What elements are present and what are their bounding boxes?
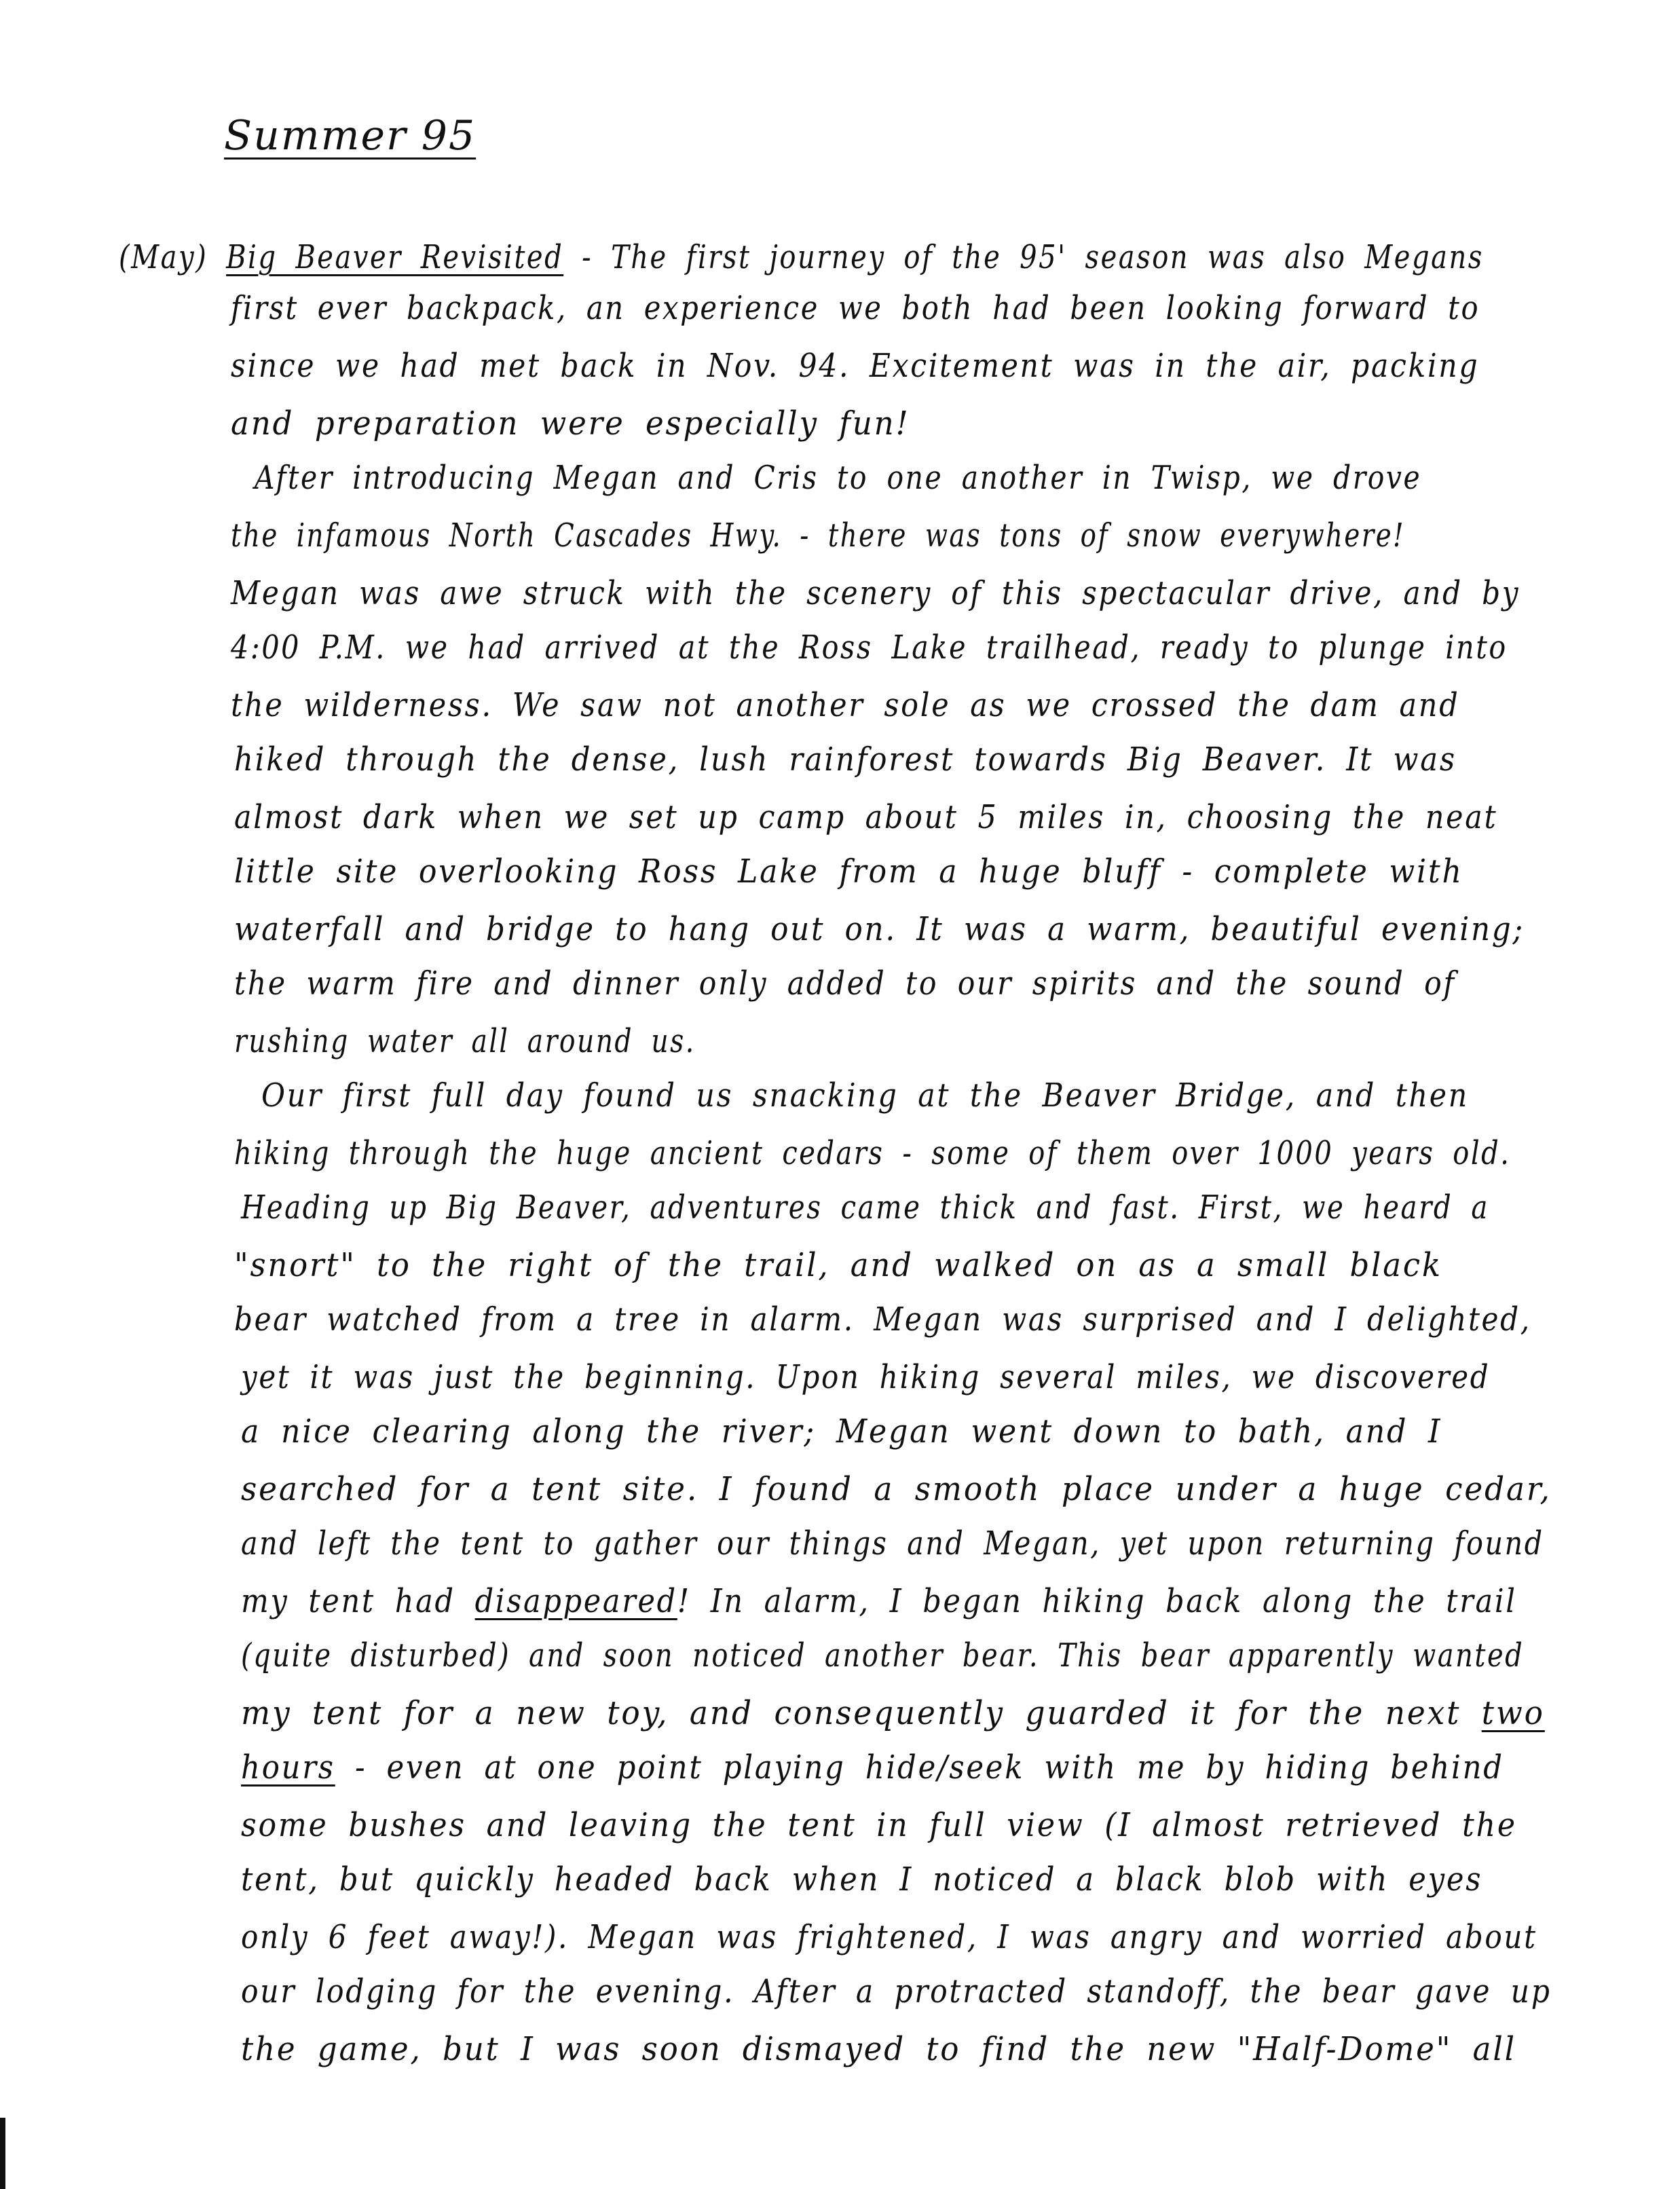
line-text: searched for a tent site. I found a smooth place under a huge cedar,	[241, 1470, 1552, 1508]
line-text: hiked through the dense, lush rainforest towards Big Beaver. It was	[234, 741, 1457, 779]
line-text: our lodging for the evening. After a protracted standoff, the bear gave up	[241, 1972, 1552, 2010]
line-text: Heading up Big Beaver, adventures came thick and fast. First, we heard a	[241, 1189, 1489, 1227]
line-text: - even at one point playing hide/seek with me by hiding behind	[335, 1748, 1504, 1786]
journal-line	[241, 2030, 1516, 2068]
line-text: since we had met back in Nov. 94. Excitement was in the air, packing	[231, 347, 1480, 385]
line-text: rushing water all around us.	[234, 1022, 696, 1060]
line-text: almost dark when we set up camp about 5 miles in, choosing the neat	[234, 798, 1498, 836]
journal-line	[231, 347, 1480, 385]
scan-edge-mark	[0, 2118, 5, 2189]
journal-line	[241, 1582, 1517, 1620]
journal-line	[231, 289, 1480, 327]
journal-line	[234, 965, 1456, 1003]
line-text: tent, but quickly headed back when I noticed a black blob with eyes	[241, 1860, 1483, 1898]
line-text: only 6 feet away!). Megan was frightened, I was angry and worried about	[241, 1918, 1537, 1956]
journal-line	[234, 1301, 1531, 1339]
journal-line	[231, 517, 1406, 555]
line-text: and left the tent to gather our things and Megan, yet upon returning found	[241, 1524, 1544, 1563]
line-text: Our first full day found us snacking at the Beaver Bridge, and then	[261, 1077, 1469, 1115]
line-text: and preparation were especially fun!	[231, 405, 910, 443]
journal-line	[234, 1134, 1511, 1172]
journal-line	[241, 1636, 1525, 1675]
journal-line	[241, 1694, 1545, 1732]
journal-line	[234, 798, 1498, 836]
journal-line	[234, 741, 1457, 779]
journal-line	[241, 1524, 1544, 1563]
line-text: some bushes and leaving the tent in full view (I almost retrieved the	[241, 1806, 1517, 1844]
line-text: Megan was awe struck with the scenery of this spectacular drive, and by	[231, 574, 1520, 612]
underlined-text: disappeared	[474, 1582, 677, 1620]
line-text: a nice clearing along the river; Megan went down to bath, and I	[241, 1412, 1442, 1451]
journal-line	[234, 1246, 1442, 1284]
journal-line	[241, 1972, 1552, 2010]
line-prefix: (May)	[119, 238, 227, 276]
line-text: "snort" to the right of the trail, and walked on as a small black	[234, 1246, 1442, 1284]
line-text: the wilderness. We saw not another sole as we crossed the dam and	[231, 686, 1460, 724]
line-text: 4:00 P.M. we had arrived at the Ross Lake trailhead, ready to plunge into	[231, 629, 1508, 667]
line-text: little site overlooking Ross Lake from a huge bluff - complete with	[234, 853, 1463, 891]
journal-line	[241, 1806, 1517, 1844]
journal-line	[241, 1748, 1504, 1786]
line-text: hiking through the huge ancient cedars - some of them over 1000 years old.	[234, 1134, 1511, 1172]
journal-line	[231, 629, 1508, 667]
line-text: the warm fire and dinner only added to our spirits and the sound of	[234, 965, 1456, 1003]
journal-line	[241, 1358, 1491, 1396]
line-text: (quite disturbed) and soon noticed another bear. This bear apparently wanted	[241, 1636, 1525, 1675]
line-text: first ever backpack, an experience we both had been looking forward to	[231, 289, 1480, 327]
journal-line	[119, 238, 1484, 276]
line-text: After introducing Megan and Cris to one another in Twisp, we drove	[255, 459, 1422, 497]
line-text: waterfall and bridge to hang out on. It was a warm, beautiful evening;	[234, 910, 1525, 948]
journal-line	[231, 574, 1520, 612]
line-text: ! In alarm, I began hiking back along the trail	[677, 1582, 1517, 1620]
page-title: Summer 95	[224, 112, 477, 160]
underlined-text: Big Beaver Revisited	[226, 238, 564, 276]
journal-line	[234, 853, 1463, 891]
journal-line	[231, 686, 1460, 724]
journal-line	[241, 1918, 1537, 1956]
line-text: the infamous North Cascades Hwy. - there was tons of snow everywhere!	[231, 517, 1406, 555]
journal-line	[234, 1022, 696, 1060]
journal-line	[234, 910, 1525, 948]
line-text: - The first journey of the 95' season was also Megans	[563, 238, 1484, 276]
journal-line	[241, 1470, 1552, 1508]
journal-line	[261, 1077, 1469, 1115]
underlined-text: two	[1481, 1694, 1545, 1732]
line-text: the game, but I was soon dismayed to find the new "Half-Dome" all	[241, 2030, 1516, 2068]
line-prefix: my tent for a new toy, and consequently guarded it for the next	[241, 1694, 1482, 1732]
underlined-text: hours	[241, 1748, 335, 1786]
journal-line	[241, 1412, 1442, 1451]
journal-line	[241, 1189, 1489, 1227]
line-prefix: my tent had	[241, 1582, 475, 1620]
journal-line	[231, 405, 910, 443]
line-text: yet it was just the beginning. Upon hiking several miles, we discovered	[241, 1358, 1491, 1396]
line-text: bear watched from a tree in alarm. Megan was surprised and I delighted,	[234, 1301, 1531, 1339]
journal-line	[241, 1860, 1483, 1898]
journal-line	[255, 459, 1422, 497]
